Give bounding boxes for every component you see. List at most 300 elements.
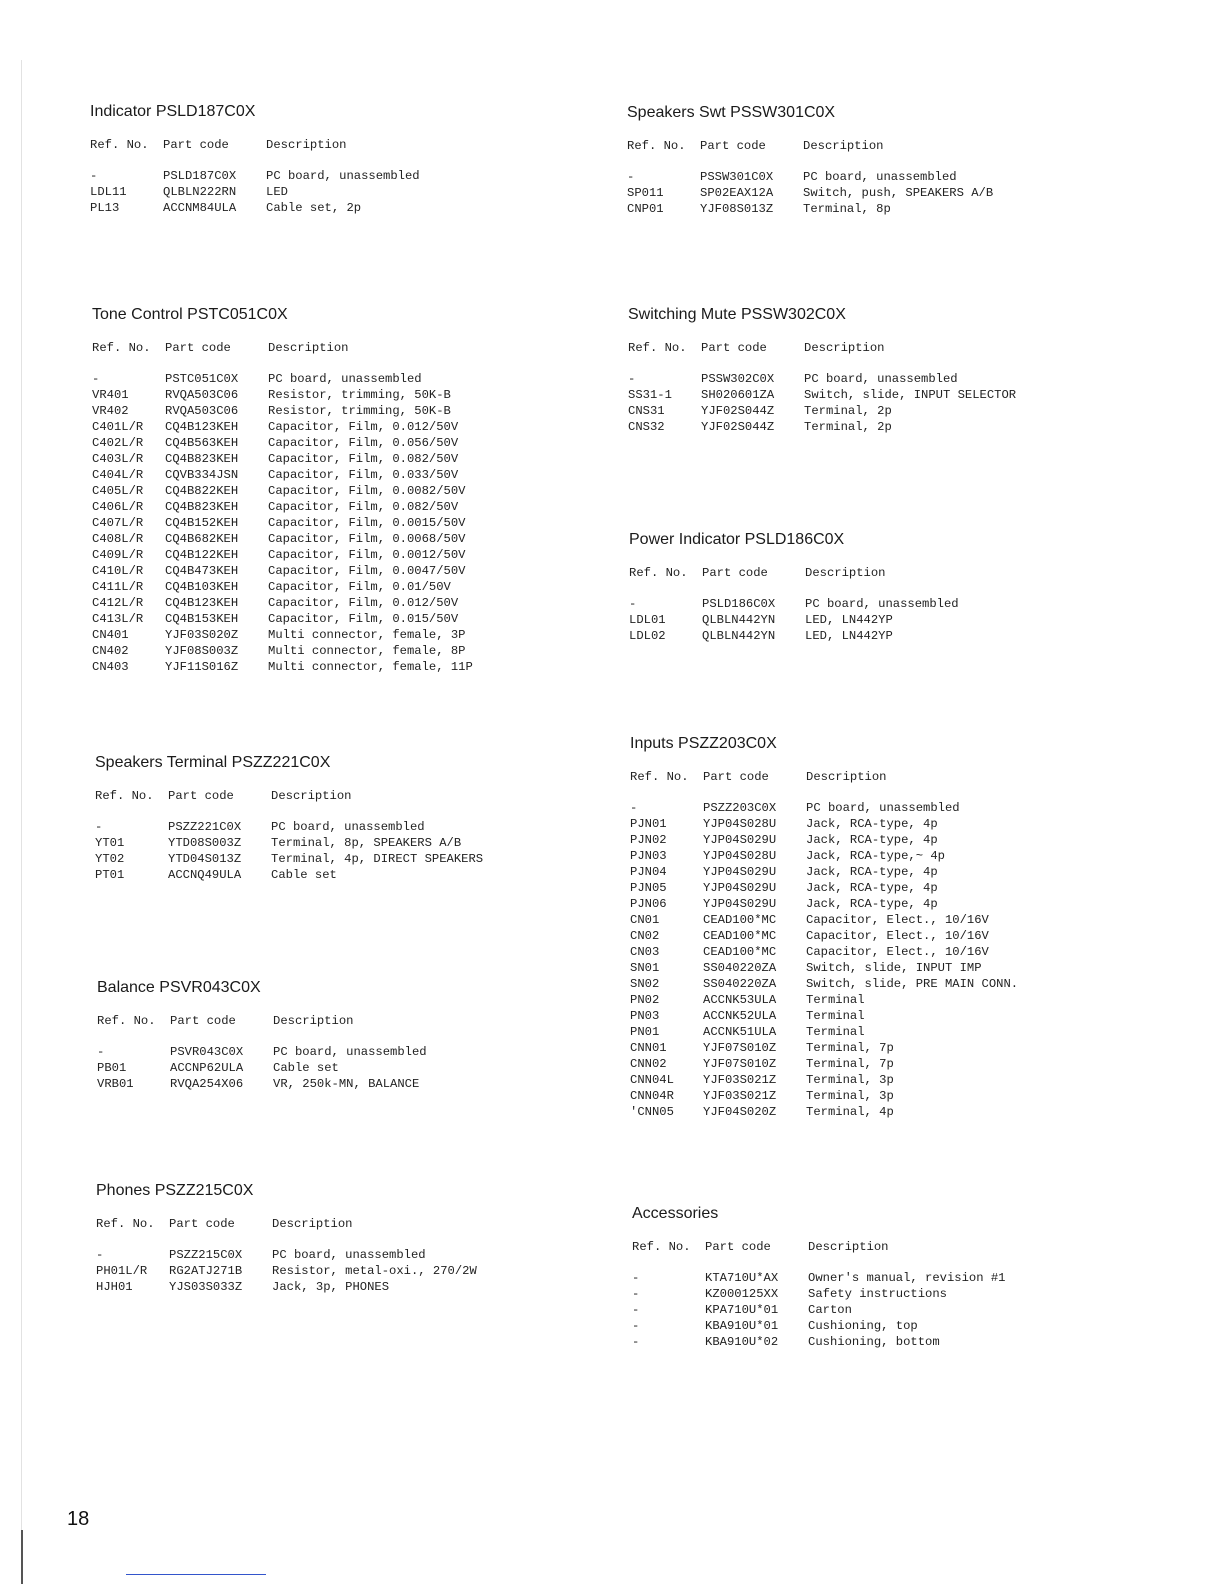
section-title: Speakers Swt PSSW301C0X — [627, 104, 836, 121]
parts-row — [630, 1072, 1150, 1088]
section-title: Balance PSVR043C0X — [97, 979, 261, 996]
ref-no: C408L/R — [92, 532, 144, 546]
section-title: Switching Mute PSSW302C0X — [628, 306, 846, 323]
description-header: Description — [272, 1217, 353, 1231]
description: Jack, RCA-type, 4p — [806, 897, 938, 911]
description: Cable set — [273, 1061, 339, 1075]
part-code: KTA710U*AX — [705, 1271, 779, 1285]
part-code: RVQA503C06 — [165, 404, 239, 418]
part-code: YJP04S029U — [703, 897, 777, 911]
ref-no: CN403 — [92, 660, 129, 674]
ref-no: PJN06 — [630, 897, 667, 911]
ref-no: VR401 — [92, 388, 129, 402]
description-header: Description — [273, 1014, 354, 1028]
parts-section-phones — [96, 1182, 616, 1295]
parts-row — [628, 371, 1148, 387]
section-title: Inputs PSZZ203C0X — [630, 735, 777, 752]
ref-no: C401L/R — [92, 420, 144, 434]
description: PC board, unassembled — [805, 597, 959, 611]
part-code: YJF02S044Z — [701, 404, 775, 418]
parts-row — [95, 867, 615, 883]
parts-row — [92, 643, 612, 659]
parts-row — [630, 976, 1150, 992]
ref-no-header: Ref. No. — [90, 138, 149, 152]
description: Terminal, 4p, DIRECT SPEAKERS — [271, 852, 484, 866]
description: Capacitor, Film, 0.01/50V — [268, 580, 451, 594]
part-code-header: Part code — [700, 139, 766, 153]
description: Jack, RCA-type, 4p — [806, 881, 938, 895]
parts-row — [630, 1088, 1150, 1104]
ref-no: C409L/R — [92, 548, 144, 562]
ref-no: - — [632, 1287, 640, 1301]
part-code: ACCNK53ULA — [703, 993, 777, 1007]
parts-row — [95, 819, 615, 835]
part-code: CQ4B122KEH — [165, 548, 239, 562]
part-code: YJF08S003Z — [165, 644, 239, 658]
part-code: CQ4B823KEH — [165, 452, 239, 466]
description: Cable set, 2p — [266, 201, 362, 215]
part-code: YJP04S029U — [703, 881, 777, 895]
parts-section-speakers-swt — [627, 104, 1147, 217]
description: Terminal, 8p, SPEAKERS A/B — [271, 836, 462, 850]
description: Cushioning, top — [808, 1319, 918, 1333]
part-code: YJF03S021Z — [703, 1073, 777, 1087]
parts-row — [90, 168, 610, 184]
part-code-header: Part code — [703, 770, 769, 784]
part-code: CQ4B123KEH — [165, 596, 239, 610]
parts-row — [92, 563, 612, 579]
parts-row — [92, 435, 612, 451]
part-code: YJP04S029U — [703, 865, 777, 879]
description: Capacitor, Film, 0.0082/50V — [268, 484, 466, 498]
ref-no: SN02 — [630, 977, 660, 991]
description-header: Description — [803, 139, 884, 153]
ref-no: CNP01 — [627, 202, 664, 216]
section-title: Phones PSZZ215C0X — [96, 1182, 254, 1199]
part-code: CQ4B563KEH — [165, 436, 239, 450]
parts-row — [92, 499, 612, 515]
description: Terminal — [806, 1025, 865, 1039]
part-code: YJF03S021Z — [703, 1089, 777, 1103]
description: PC board, unassembled — [806, 801, 960, 815]
parts-row — [630, 896, 1150, 912]
part-code: CQ4B123KEH — [165, 420, 239, 434]
description: PC board, unassembled — [272, 1248, 426, 1262]
description: Jack, RCA-type, 4p — [806, 817, 938, 831]
column-header-row — [92, 340, 612, 356]
part-code-header: Part code — [705, 1240, 771, 1254]
description: LED, LN442YP — [805, 629, 893, 643]
part-code: KZ000125XX — [705, 1287, 779, 1301]
ref-no: C407L/R — [92, 516, 144, 530]
ref-no: CNN02 — [630, 1057, 667, 1071]
parts-row — [630, 816, 1150, 832]
parts-section-inputs — [630, 735, 1150, 1120]
part-code: ACCNK52ULA — [703, 1009, 777, 1023]
ref-no: PH01L/R — [96, 1264, 148, 1278]
description: PC board, unassembled — [804, 372, 958, 386]
parts-row — [627, 201, 1147, 217]
description: Cable set — [271, 868, 337, 882]
parts-row — [92, 483, 612, 499]
part-code: CEAD100*MC — [703, 913, 777, 927]
column-header-row — [628, 340, 1148, 356]
description: Terminal — [806, 1009, 865, 1023]
parts-row — [92, 627, 612, 643]
part-code: SP02EAX12A — [700, 186, 774, 200]
ref-no-header: Ref. No. — [96, 1217, 155, 1231]
parts-row — [630, 992, 1150, 1008]
parts-row — [630, 880, 1150, 896]
part-code: CEAD100*MC — [703, 945, 777, 959]
parts-section-power-indicator — [629, 531, 1149, 644]
ref-no: - — [95, 820, 103, 834]
parts-row — [630, 944, 1150, 960]
parts-row — [96, 1279, 616, 1295]
parts-row — [630, 848, 1150, 864]
part-code: ACCNQ49ULA — [168, 868, 242, 882]
description: Switch, push, SPEAKERS A/B — [803, 186, 994, 200]
parts-row — [630, 1024, 1150, 1040]
part-code: YJP04S029U — [703, 833, 777, 847]
ref-no: CN01 — [630, 913, 660, 927]
parts-section-tone-control — [92, 306, 612, 675]
part-code: PSLD187C0X — [163, 169, 237, 183]
part-code: CQ4B823KEH — [165, 500, 239, 514]
description: Carton — [808, 1303, 852, 1317]
column-header-row — [632, 1239, 1152, 1255]
parts-row — [92, 611, 612, 627]
parts-row — [97, 1060, 617, 1076]
description: Terminal, 3p — [806, 1073, 894, 1087]
ref-no: LDL02 — [629, 629, 666, 643]
description: Terminal — [806, 993, 865, 1007]
description: Capacitor, Film, 0.082/50V — [268, 452, 459, 466]
description: Switch, slide, PRE MAIN CONN. — [806, 977, 1019, 991]
column-header-row — [90, 137, 610, 153]
description: PC board, unassembled — [266, 169, 420, 183]
part-code: KBA910U*01 — [705, 1319, 779, 1333]
description: Capacitor, Film, 0.0012/50V — [268, 548, 466, 562]
section-title: Indicator PSLD187C0X — [90, 103, 256, 120]
ref-no-header: Ref. No. — [92, 341, 151, 355]
parts-row — [630, 1104, 1150, 1120]
ref-no: CN401 — [92, 628, 129, 642]
parts-row — [630, 800, 1150, 816]
description-header: Description — [806, 770, 887, 784]
ref-no: CN03 — [630, 945, 660, 959]
ref-no: - — [629, 597, 637, 611]
part-code: CQ4B152KEH — [165, 516, 239, 530]
description: Capacitor, Elect., 10/16V — [806, 929, 989, 943]
part-code-header: Part code — [168, 789, 234, 803]
part-code: SH020601ZA — [701, 388, 775, 402]
section-title: Accessories — [632, 1205, 719, 1222]
parts-row — [92, 515, 612, 531]
ref-no-header: Ref. No. — [629, 566, 688, 580]
ref-no: - — [627, 170, 635, 184]
part-code: CEAD100*MC — [703, 929, 777, 943]
ref-no: LDL11 — [90, 185, 127, 199]
parts-row — [630, 928, 1150, 944]
part-code: RVQA503C06 — [165, 388, 239, 402]
ref-no: - — [96, 1248, 104, 1262]
ref-no: YT01 — [95, 836, 125, 850]
description: Terminal, 7p — [806, 1041, 894, 1055]
parts-row — [632, 1286, 1152, 1302]
description-header: Description — [808, 1240, 889, 1254]
page-number: 18 — [67, 1508, 90, 1530]
description: Resistor, trimming, 50K-B — [268, 388, 451, 402]
part-code-header: Part code — [163, 138, 229, 152]
section-title: Speakers Terminal PSZZ221C0X — [95, 754, 331, 771]
part-code: RVQA254X06 — [170, 1077, 244, 1091]
description: Jack, RCA-type, 4p — [806, 833, 938, 847]
parts-row — [92, 659, 612, 675]
parts-row — [92, 387, 612, 403]
parts-section-accessories — [632, 1205, 1152, 1350]
ref-no: LDL01 — [629, 613, 666, 627]
ref-no: SN01 — [630, 961, 660, 975]
part-code: ACCNM84ULA — [163, 201, 237, 215]
parts-row — [632, 1270, 1152, 1286]
ref-no: CNN01 — [630, 1041, 667, 1055]
ref-no: PB01 — [97, 1061, 127, 1075]
ref-no: VRB01 — [97, 1077, 134, 1091]
ref-no: - — [630, 801, 638, 815]
column-header-row — [97, 1013, 617, 1029]
part-code-header: Part code — [170, 1014, 236, 1028]
ref-no: CNS31 — [628, 404, 665, 418]
description: Cushioning, bottom — [808, 1335, 940, 1349]
parts-row — [627, 169, 1147, 185]
part-code: CQ4B822KEH — [165, 484, 239, 498]
description: Jack, RCA-type, 4p — [806, 865, 938, 879]
part-code: CQ4B473KEH — [165, 564, 239, 578]
parts-row — [96, 1247, 616, 1263]
scan-margin-line — [21, 60, 22, 1560]
ref-no: - — [90, 169, 98, 183]
part-code: QLBLN222RN — [163, 185, 237, 199]
scan-binding-mark — [21, 1530, 23, 1584]
ref-no: - — [632, 1319, 640, 1333]
part-code: KBA910U*02 — [705, 1335, 779, 1349]
ref-no: CN402 — [92, 644, 129, 658]
ref-no: - — [97, 1045, 105, 1059]
part-code: YJF02S044Z — [701, 420, 775, 434]
parts-row — [90, 200, 610, 216]
ref-no: C403L/R — [92, 452, 144, 466]
part-code: QLBLN442YN — [702, 613, 776, 627]
parts-section-speakers-terminal — [95, 754, 615, 883]
parts-row — [630, 864, 1150, 880]
parts-row — [92, 419, 612, 435]
part-code: PSVR043C0X — [170, 1045, 244, 1059]
description: Capacitor, Film, 0.0068/50V — [268, 532, 466, 546]
ref-no: C410L/R — [92, 564, 144, 578]
part-code: CQ4B103KEH — [165, 580, 239, 594]
part-code: ACCNP62ULA — [170, 1061, 244, 1075]
part-code: SS040220ZA — [703, 977, 777, 991]
parts-row — [632, 1334, 1152, 1350]
column-header-row — [95, 788, 615, 804]
ref-no: SP011 — [627, 186, 664, 200]
parts-row — [97, 1044, 617, 1060]
parts-row — [95, 835, 615, 851]
ref-no: PT01 — [95, 868, 125, 882]
description-header: Description — [268, 341, 349, 355]
parts-row — [92, 547, 612, 563]
description: Capacitor, Film, 0.0047/50V — [268, 564, 466, 578]
part-code: KPA710U*01 — [705, 1303, 779, 1317]
part-code: PSTC051C0X — [165, 372, 239, 386]
description: Jack, RCA-type,~ 4p — [806, 849, 945, 863]
parts-row — [627, 185, 1147, 201]
parts-row — [92, 371, 612, 387]
ref-no: C406L/R — [92, 500, 144, 514]
parts-row — [92, 531, 612, 547]
description: Multi connector, female, 8P — [268, 644, 466, 658]
part-code: YJP04S028U — [703, 849, 777, 863]
parts-row — [95, 851, 615, 867]
ref-no: PJN03 — [630, 849, 667, 863]
description: Capacitor, Film, 0.012/50V — [268, 596, 459, 610]
part-code-header: Part code — [169, 1217, 235, 1231]
description: Jack, 3p, PHONES — [272, 1280, 390, 1294]
parts-section-switching-mute — [628, 306, 1148, 435]
description: Resistor, metal-oxi., 270/2W — [272, 1264, 477, 1278]
ref-no-header: Ref. No. — [97, 1014, 156, 1028]
part-code-header: Part code — [165, 341, 231, 355]
description: Capacitor, Film, 0.015/50V — [268, 612, 459, 626]
description: LED — [266, 185, 288, 199]
part-code: CQ4B153KEH — [165, 612, 239, 626]
parts-row — [630, 832, 1150, 848]
column-header-row — [629, 565, 1149, 581]
description: Switch, slide, INPUT SELECTOR — [804, 388, 1017, 402]
part-code: YJF07S010Z — [703, 1057, 777, 1071]
description: Terminal, 3p — [806, 1089, 894, 1103]
parts-section-indicator — [90, 103, 610, 216]
ref-no: PJN05 — [630, 881, 667, 895]
part-code: YJP04S028U — [703, 817, 777, 831]
part-code: ACCNK51ULA — [703, 1025, 777, 1039]
ref-no: 'CNN05 — [630, 1105, 674, 1119]
part-code-header: Part code — [701, 341, 767, 355]
ref-no: C412L/R — [92, 596, 144, 610]
part-code: PSSW302C0X — [701, 372, 775, 386]
parts-row — [628, 419, 1148, 435]
ref-no: C404L/R — [92, 468, 144, 482]
parts-section-balance — [97, 979, 617, 1092]
parts-row — [630, 1008, 1150, 1024]
parts-row — [630, 1040, 1150, 1056]
parts-row — [92, 467, 612, 483]
ref-no-header: Ref. No. — [627, 139, 686, 153]
part-code: PSZZ215C0X — [169, 1248, 243, 1262]
description: PC board, unassembled — [271, 820, 425, 834]
footer-underline — [126, 1574, 266, 1575]
ref-no: CNN04L — [630, 1073, 674, 1087]
part-code: QLBLN442YN — [702, 629, 776, 643]
description: PC board, unassembled — [803, 170, 957, 184]
description: VR, 250k-MN, BALANCE — [273, 1077, 420, 1091]
parts-row — [632, 1318, 1152, 1334]
parts-row — [630, 912, 1150, 928]
parts-row — [629, 596, 1149, 612]
description: Capacitor, Film, 0.056/50V — [268, 436, 459, 450]
description: Terminal, 8p — [803, 202, 891, 216]
description: Capacitor, Film, 0.033/50V — [268, 468, 459, 482]
description: Terminal, 7p — [806, 1057, 894, 1071]
description-header: Description — [271, 789, 352, 803]
part-code: CQVB334JSN — [165, 468, 239, 482]
description: Capacitor, Film, 0.082/50V — [268, 500, 459, 514]
description: Capacitor, Elect., 10/16V — [806, 913, 989, 927]
parts-row — [628, 403, 1148, 419]
description: Capacitor, Elect., 10/16V — [806, 945, 989, 959]
column-header-row — [630, 769, 1150, 785]
description: LED, LN442YP — [805, 613, 893, 627]
column-header-row — [96, 1216, 616, 1232]
ref-no-header: Ref. No. — [632, 1240, 691, 1254]
part-code-header: Part code — [702, 566, 768, 580]
part-code: YJF03S020Z — [165, 628, 239, 642]
part-code: PSZZ203C0X — [703, 801, 777, 815]
description: Multi connector, female, 11P — [268, 660, 473, 674]
parts-row — [97, 1076, 617, 1092]
ref-no: VR402 — [92, 404, 129, 418]
ref-no: C405L/R — [92, 484, 144, 498]
ref-no: C413L/R — [92, 612, 144, 626]
ref-no: HJH01 — [96, 1280, 133, 1294]
description: Resistor, trimming, 50K-B — [268, 404, 451, 418]
part-code: YJF11S016Z — [165, 660, 239, 674]
part-code: YJF07S010Z — [703, 1041, 777, 1055]
ref-no: C411L/R — [92, 580, 144, 594]
ref-no: - — [628, 372, 636, 386]
parts-row — [628, 387, 1148, 403]
ref-no: PN02 — [630, 993, 660, 1007]
description: Switch, slide, INPUT IMP — [806, 961, 982, 975]
description: Capacitor, Film, 0.012/50V — [268, 420, 459, 434]
description: Terminal, 4p — [806, 1105, 894, 1119]
ref-no: C402L/R — [92, 436, 144, 450]
part-code: YTD08S003Z — [168, 836, 242, 850]
parts-row — [96, 1263, 616, 1279]
description: PC board, unassembled — [268, 372, 422, 386]
part-code: SS040220ZA — [703, 961, 777, 975]
parts-row — [632, 1302, 1152, 1318]
column-header-row — [627, 138, 1147, 154]
description: Terminal, 2p — [804, 420, 892, 434]
parts-row — [90, 184, 610, 200]
part-code: RG2ATJ271B — [169, 1264, 243, 1278]
ref-no: CNN04R — [630, 1089, 674, 1103]
ref-no: SS31-1 — [628, 388, 672, 402]
ref-no-header: Ref. No. — [628, 341, 687, 355]
description: Capacitor, Film, 0.0015/50V — [268, 516, 466, 530]
description: PC board, unassembled — [273, 1045, 427, 1059]
parts-row — [630, 960, 1150, 976]
ref-no: PJN02 — [630, 833, 667, 847]
ref-no: CNS32 — [628, 420, 665, 434]
part-code: PSSW301C0X — [700, 170, 774, 184]
description-header: Description — [266, 138, 347, 152]
part-code: YTD04S013Z — [168, 852, 242, 866]
ref-no: YT02 — [95, 852, 125, 866]
ref-no-header: Ref. No. — [95, 789, 154, 803]
